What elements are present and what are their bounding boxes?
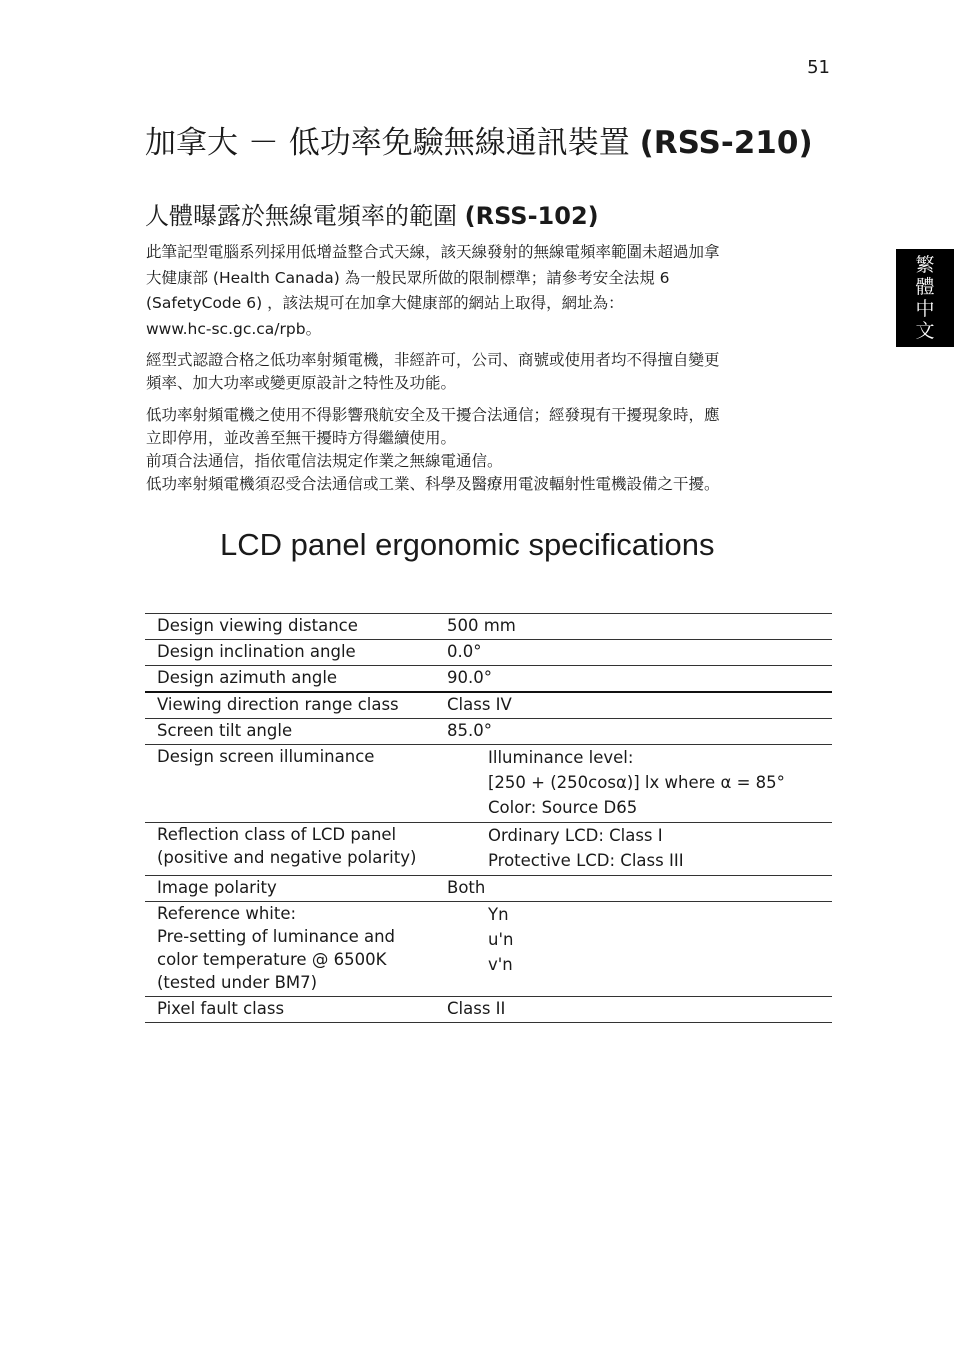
- language-tab-char: 體: [915, 276, 935, 298]
- spec-value: [447, 640, 832, 666]
- spec-row: [145, 745, 832, 823]
- spec-row: [145, 876, 832, 902]
- subsection-heading: [145, 196, 599, 231]
- spec-label: [145, 640, 447, 666]
- spec-value-line: v'n: [488, 955, 513, 974]
- language-tab: [896, 249, 954, 347]
- spec-label-line: Reference white:: [157, 904, 297, 923]
- section-heading-cjk: 加拿大 － 低功率免驗無線通訊裝置: [145, 125, 640, 161]
- spec-label-line: Design screen illuminance: [157, 747, 375, 766]
- paragraph-line: www.hc-sc.gc.ca/rpb。: [146, 319, 322, 338]
- page-number: 51: [807, 57, 830, 78]
- spec-value-line: Class IV: [447, 695, 512, 714]
- spec-label: [145, 902, 447, 997]
- spec-label-line: (positive and negative polarity): [157, 848, 417, 867]
- spec-label-line: Image polarity: [157, 878, 277, 897]
- spec-value: [447, 997, 832, 1023]
- spec-label-line: (tested under BM7): [157, 973, 318, 992]
- spec-label-line: Pre-setting of luminance and: [157, 927, 396, 946]
- spec-label: [145, 876, 447, 902]
- spec-row: [145, 692, 832, 719]
- spec-row: [145, 997, 832, 1023]
- lcd-spec-title: LCD panel ergonomic specifications: [220, 527, 715, 562]
- spec-row: [145, 614, 832, 640]
- language-tab-char: 中: [915, 298, 935, 320]
- spec-label: [145, 823, 447, 876]
- spec-value: [447, 692, 832, 719]
- paragraph-line: 經型式認證合格之低功率射頻電機，非經許可，公司、商號或使用者均不得擅自變更: [146, 351, 720, 369]
- interference-paragraph: [146, 404, 831, 496]
- section-heading: [145, 117, 813, 162]
- spec-label-line: color temperature @ 6500K: [157, 950, 387, 969]
- language-tab-char: 繁: [915, 254, 935, 276]
- rf-exposure-paragraph: [146, 240, 831, 342]
- spec-value: [447, 614, 832, 640]
- paragraph-line: 此筆記型電腦系列採用低增益整合式天線，該天線發射的無線電頻率範圍未超過加拿: [146, 243, 720, 261]
- spec-value-line: Both: [447, 878, 486, 897]
- spec-value-line: Protective LCD: Class III: [488, 851, 684, 870]
- spec-label: [145, 745, 447, 823]
- spec-label-line: Design azimuth angle: [157, 668, 338, 687]
- spec-label: [145, 719, 447, 745]
- spec-row: [145, 902, 832, 997]
- subsection-heading-cjk: 人體曝露於無線電頻率的範圍: [145, 202, 465, 230]
- certification-paragraph: [146, 349, 831, 395]
- spec-label: [145, 692, 447, 719]
- paragraph-line: 低功率射頻電機之使用不得影響飛航安全及干擾合法通信；經發現有干擾現象時，應: [146, 406, 720, 424]
- spec-label-line: Design viewing distance: [157, 616, 358, 635]
- spec-row: [145, 823, 832, 876]
- spec-value: [447, 745, 832, 823]
- paragraph-line: 頻率、加大功率或變更原設計之特性及功能。: [146, 374, 457, 392]
- spec-label-line: Screen tilt angle: [157, 721, 293, 740]
- spec-row: [145, 666, 832, 693]
- lcd-spec-table: [145, 613, 832, 1023]
- spec-value-line: Color: Source D65: [488, 798, 638, 817]
- spec-value: [447, 876, 832, 902]
- spec-value-line: u'n: [488, 930, 514, 949]
- spec-value-line: 90.0°: [447, 668, 492, 687]
- spec-label-line: Pixel fault class: [157, 999, 285, 1018]
- spec-value-line: Illuminance level:: [488, 748, 634, 767]
- spec-label: [145, 614, 447, 640]
- paragraph-line: (SafetyCode 6) ，該法規可在加拿大健康部的網站上取得，網址為：: [146, 294, 624, 312]
- subsection-heading-code: (RSS-102): [464, 202, 599, 230]
- spec-value-line: 0.0°: [447, 642, 482, 661]
- spec-label: [145, 666, 447, 693]
- spec-value-line: Class II: [447, 999, 506, 1018]
- spec-row: [145, 719, 832, 745]
- paragraph-line: 立即停用，並改善至無干擾時方得繼續使用。: [146, 429, 457, 447]
- spec-label-line: Reflection class of LCD panel: [157, 825, 397, 844]
- spec-value-line: 500 mm: [447, 616, 516, 635]
- spec-value: [447, 823, 832, 876]
- language-tab-char: 文: [915, 320, 935, 342]
- spec-label: [145, 997, 447, 1023]
- spec-row: [145, 640, 832, 666]
- paragraph-line: 前項合法通信，指依電信法規定作業之無線電通信。: [146, 452, 503, 470]
- spec-value-line: [250 + (250cosα)] lx where α = 85°: [488, 773, 785, 792]
- spec-label-line: Viewing direction range class: [157, 695, 399, 714]
- paragraph-line: 大健康部 (Health Canada) 為一般民眾所做的限制標準；請參考安全法規 6: [146, 268, 670, 287]
- spec-value: [447, 902, 832, 997]
- paragraph-line: 低功率射頻電機須忍受合法通信或工業、科學及醫療用電波輻射性電機設備之干擾。: [146, 475, 720, 493]
- section-heading-code: (RSS-210): [639, 125, 813, 161]
- spec-value-line: Yn: [488, 905, 509, 924]
- spec-value-line: 85.0°: [447, 721, 492, 740]
- spec-value: [447, 719, 832, 745]
- spec-label-line: Design inclination angle: [157, 642, 356, 661]
- spec-value-line: Ordinary LCD: Class I: [488, 826, 663, 845]
- spec-value: [447, 666, 832, 693]
